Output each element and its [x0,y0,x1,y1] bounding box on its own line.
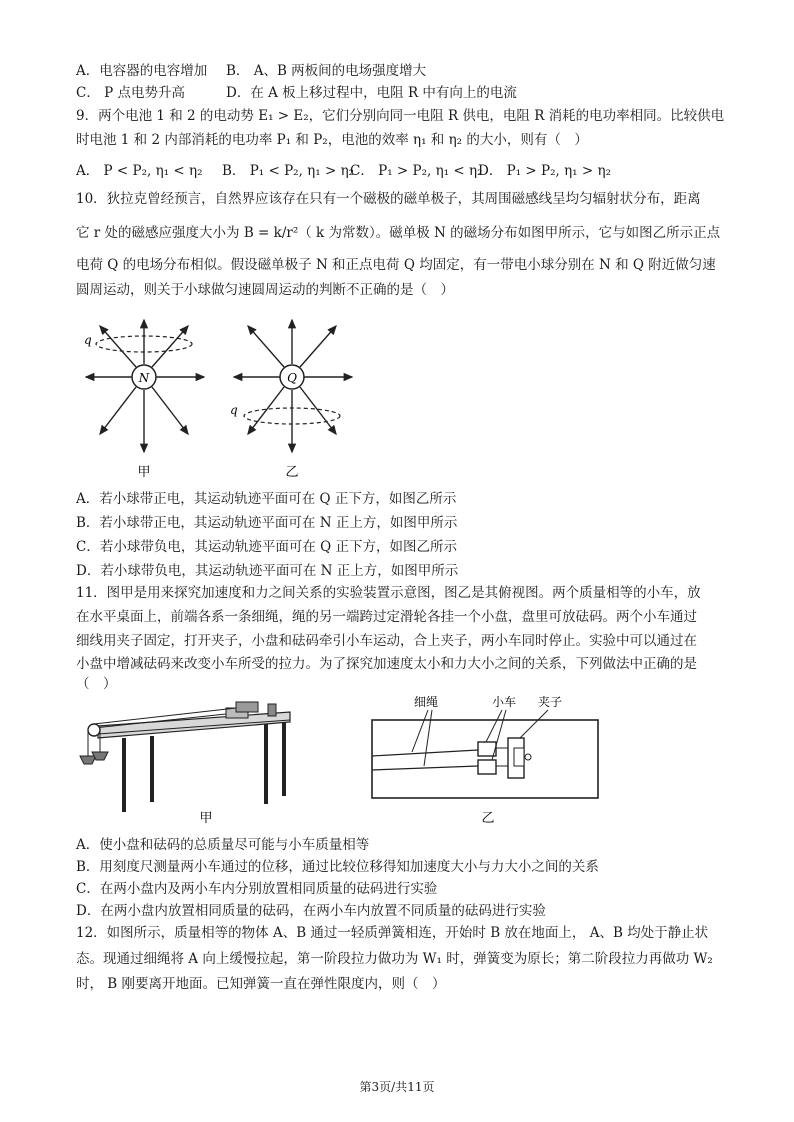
q11-stem-line-5: （ ） [76,676,117,692]
figure-label-jia: 甲 [137,465,151,480]
q10-option-a: A．若小球带正电，其运动轨迹平面可在 Q 正下方，如图乙所示 [76,491,457,507]
q11-stem-line-1: 11．图甲是用来探究加速度和力之间关系的实验装置示意图，图乙是其俯视图。两个质量相等的小车，放 [76,585,701,601]
label-car: 小车 [492,695,517,709]
q9-stem-line-2: 时电池 1 和 2 内部消耗的电功率 P₁ 和 P₂，电池的效率 η₁ 和 η₂ 的大小，则有（ ） [76,132,588,148]
acceleration-apparatus-figure [76,694,316,826]
figure-label-jia-11: 甲 [199,811,213,826]
label-clip: 夹子 [538,695,563,709]
q10-stem-line-3: 电荷 Q 的电场分布相似。假设磁单极子 N 和正点电荷 Q 均固定，有一带电小球分别在 N 和 Q 附近做匀速 [76,257,716,273]
q10-stem-line-2: 它 r 处的磁感应强度大小为 B = k/r²（ k 为常数）。磁单极 N 的磁场分布如图甲所示，它与如图乙所示正点 [76,225,721,241]
q8-option-b: B． A、B 两板间的电场强度增大 [226,63,427,79]
q10-option-b: B．若小球带正电，其运动轨迹平面可在 N 正上方，如图甲所示 [76,515,458,531]
q11-stem-line-2: 在水平桌面上，前端各系一条细绳，绳的另一端跨过定滑轮各挂一个小盘，盘里可放砝码。两个小车通过 [76,609,697,625]
q9-option-c: C． P₁ > P₂, η₁ < η₂ [350,163,483,179]
q9-option-a: A． P < P₂, η₁ < η₂ [76,163,203,179]
magnetic-monopole-figure [76,312,216,482]
q10-option-c: C．若小球带负电，其运动轨迹平面可在 Q 正下方，如图乙所示 [76,539,457,555]
q9-option-d: D． P₁ > P₂, η₁ > η₂ [478,163,611,179]
q12-stem-line-3: 时， B 刚要离开地面。已知弹簧一直在弹性限度内，则（ ） [76,976,446,992]
label-n: N [138,371,150,385]
q10-option-d: D．若小球带负电，其运动轨迹平面可在 N 正上方，如图甲所示 [76,563,459,579]
point-charge-figure [224,312,364,482]
q8-option-d: D．在 A 板上移过程中，电阻 R 中有向上的电流 [226,85,517,101]
apparatus-top-view-figure [368,690,608,826]
q11-option-d: D．在两小盘内放置相同质量的砝码，在两小车内放置不同质量的砝码进行实验 [76,903,546,919]
q11-option-a: A．使小盘和砝码的总质量尽可能与小车质量相等 [76,837,370,853]
q12-stem-line-2: 态。现通过细绳将 A 向上缓慢拉起，第一阶段拉力做功为 W₁ 时，弹簧变为原长；第二阶段拉力再做功 W₂ [76,951,713,967]
q11-stem-line-3: 细线用夹子固定，打开夹子，小盘和砝码牵引小车运动，合上夹子，两小车同时停止。实验中可以通过在 [76,633,697,649]
q11-stem-line-4: 小盘中增减砝码来改变小车所受的拉力。为了探究加速度太小和力大小之间的关系，下列做法中正确的是 [76,656,697,672]
q9-stem-line-1: 9．两个电池 1 和 2 的电动势 E₁ > E₂，它们分别向同一电阻 R 供电，电阻 R 消耗的电功率相同。比较供电 [76,108,725,124]
q10-stem-line-4: 圆周运动，则关于小球做匀速圆周运动的判断不正确的是（ ） [76,282,454,298]
figure-label-yi: 乙 [285,465,299,480]
label-q-jia: q [84,333,92,347]
label-q-charge: Q [287,371,297,385]
page-number: 第3页/共11页 [359,1080,435,1094]
q10-stem-line-1: 10．狄拉克曾经预言，自然界应该存在只有一个磁极的磁单极子，其周围磁感线呈均匀辐射状分布，距离 [76,191,701,207]
q8-option-c: C． P 点电势升高 [76,85,185,101]
label-q-yi: q [230,403,238,417]
label-rope: 细绳 [414,695,439,709]
q9-option-b: B． P₁ < P₂, η₁ > η₂ [222,163,355,179]
q11-option-b: B．用刻度尺测量两小车通过的位移，通过比较位移得知加速度大小与力大小之间的关系 [76,859,599,875]
figure-label-yi-11: 乙 [481,811,495,826]
q8-option-a: A．电容器的电容增加 [76,63,208,79]
q11-option-c: C．在两小盘内及两小车内分别放置相同质量的砝码进行实验 [76,881,438,897]
q12-stem-line-1: 12．如图所示，质量相等的物体 A、B 通过一轻质弹簧相连，开始时 B 放在地面上， A、B 均处于静止状 [76,925,709,941]
